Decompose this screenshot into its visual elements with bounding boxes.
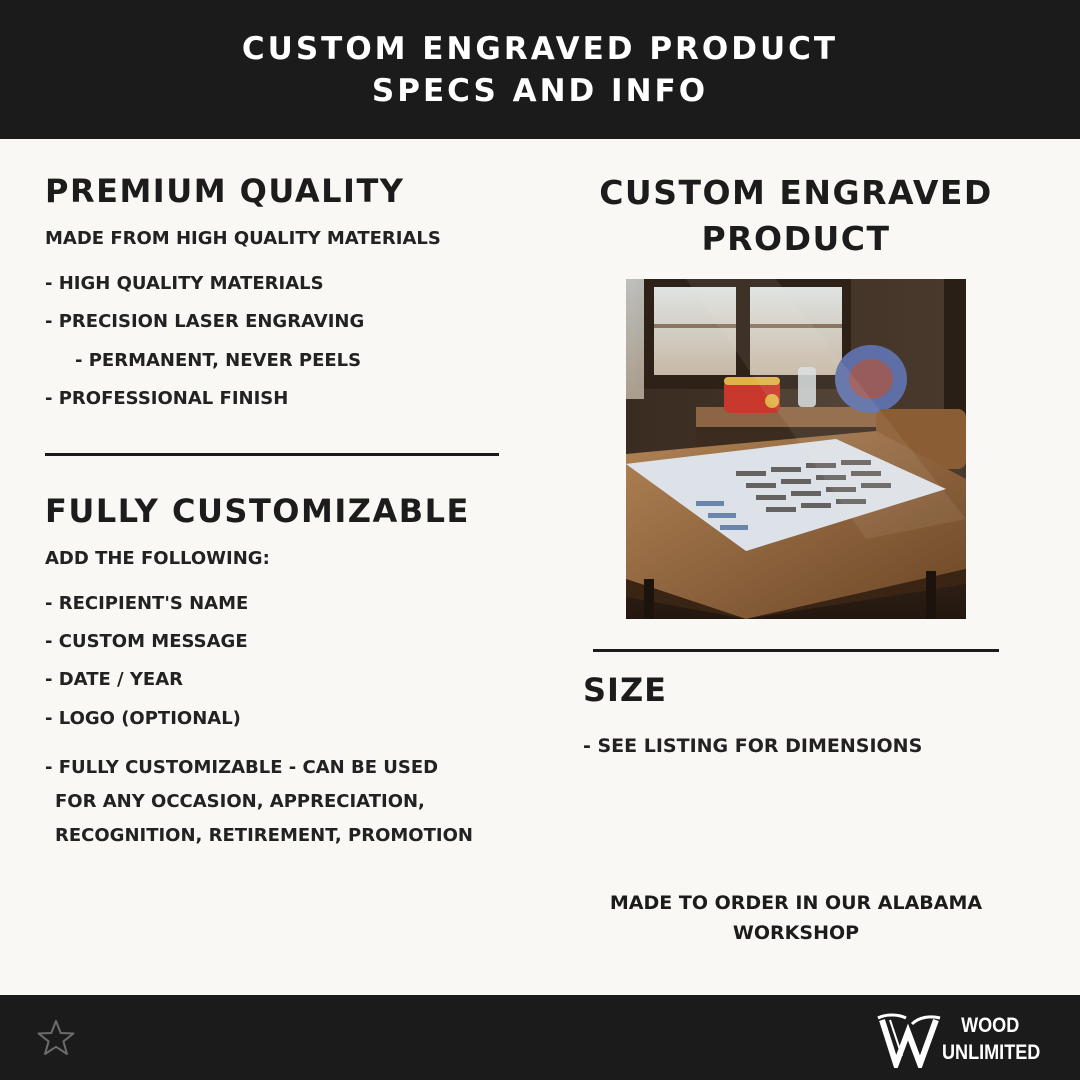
size-heading: SIZE xyxy=(583,671,668,709)
custom-note-line3: RECOGNITION, RETIREMENT, PROMOTION xyxy=(55,825,473,846)
brand-name xyxy=(942,1012,1041,1066)
header-title-line2: SPECS AND INFO xyxy=(371,72,709,109)
customizable-subtitle: ADD THE FOLLOWING: xyxy=(45,548,270,569)
custom-note-line1: - FULLY CUSTOMIZABLE - CAN BE USED xyxy=(45,757,439,778)
product-title-line2: PRODUCT xyxy=(701,219,891,258)
made-to-order-line2: WORKSHOP xyxy=(732,922,860,944)
w-monogram-icon xyxy=(876,1010,942,1068)
header-title-line1: CUSTOM ENGRAVED PRODUCT xyxy=(241,30,839,67)
custom-item-message: - CUSTOM MESSAGE xyxy=(45,631,248,652)
brand-logo xyxy=(876,1010,1056,1070)
section-divider-right xyxy=(593,649,999,652)
custom-note-line2: FOR ANY OCCASION, APPRECIATION, xyxy=(55,791,425,812)
custom-item-date: - DATE / YEAR xyxy=(45,669,184,690)
premium-item-finish: - PROFESSIONAL FINISH xyxy=(45,388,289,409)
product-photo xyxy=(626,279,966,619)
size-item: - SEE LISTING FOR DIMENSIONS xyxy=(583,735,923,757)
made-to-order-line1: MADE TO ORDER IN OUR ALABAMA xyxy=(609,892,983,914)
premium-item-permanent: - PERMANENT, NEVER PEELS xyxy=(75,350,362,371)
brand-line1: WOOD xyxy=(961,1014,1020,1037)
premium-item-engraving: - PRECISION LASER ENGRAVING xyxy=(45,311,365,332)
customizable-heading: FULLY CUSTOMIZABLE xyxy=(45,492,470,530)
product-title-line1: CUSTOM ENGRAVED xyxy=(599,173,993,212)
product-photo-image xyxy=(626,279,966,619)
brand-line2: UNLIMITED xyxy=(942,1041,1041,1064)
section-divider-left xyxy=(45,453,499,456)
premium-quality-subtitle: MADE FROM HIGH QUALITY MATERIALS xyxy=(45,228,441,249)
custom-item-name: - RECIPIENT'S NAME xyxy=(45,593,249,614)
custom-item-logo: - LOGO (OPTIONAL) xyxy=(45,708,241,729)
premium-item-materials: - HIGH QUALITY MATERIALS xyxy=(45,273,324,294)
product-title xyxy=(580,170,1012,262)
star-outline-icon xyxy=(36,1018,76,1058)
made-to-order-note xyxy=(572,888,1020,948)
premium-quality-heading: PREMIUM QUALITY xyxy=(45,172,405,210)
header-banner xyxy=(0,0,1080,139)
